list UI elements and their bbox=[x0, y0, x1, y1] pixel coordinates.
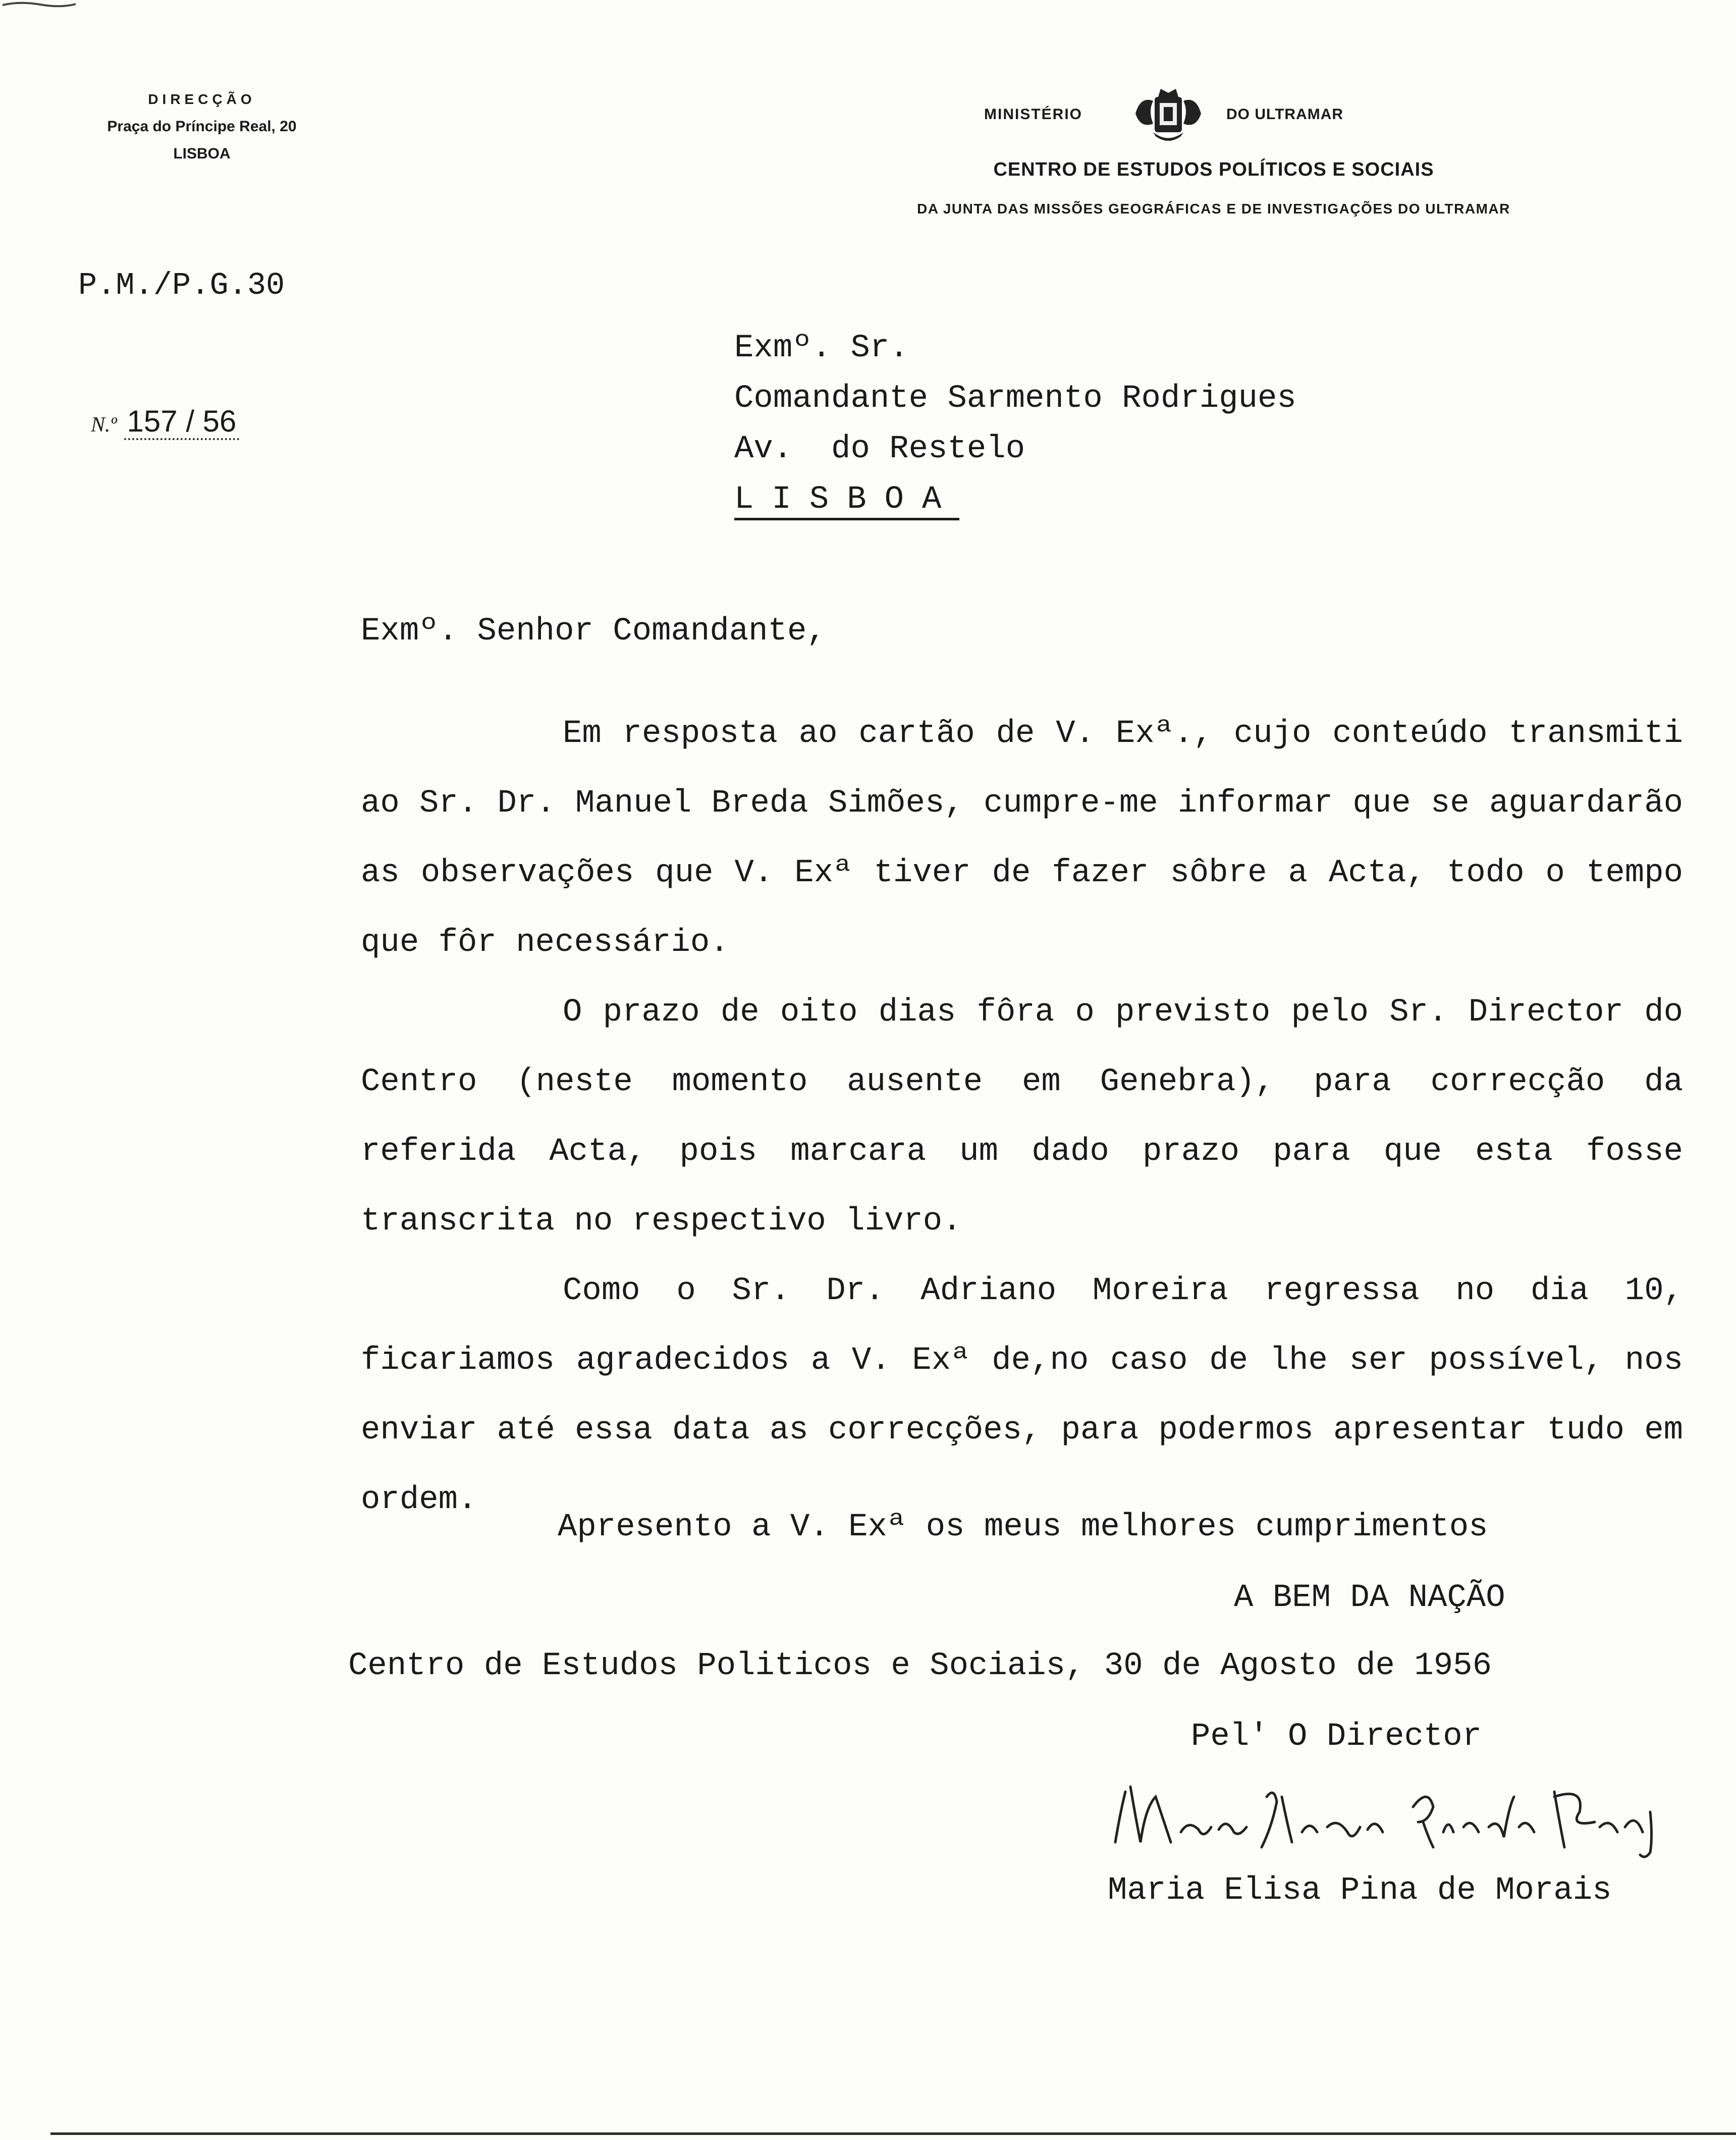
signatory-name: Maria Elisa Pina de Morais bbox=[1108, 1873, 1612, 1909]
motto: A BEM DA NAÇÃO bbox=[1234, 1580, 1505, 1616]
coat-of-arms-icon bbox=[1130, 86, 1206, 146]
addressee-line-1: Exmº. Sr. bbox=[734, 330, 909, 366]
page-edge-line bbox=[50, 2132, 1736, 2135]
ministry-label: MINISTÉRIO bbox=[984, 106, 1083, 123]
direccao-block bbox=[66, 86, 338, 168]
handwritten-signature bbox=[1100, 1767, 1686, 1867]
on-behalf-line: Pel' O Director bbox=[1191, 1719, 1482, 1755]
scan-artifact bbox=[0, 0, 81, 9]
paragraph: O prazo de oito dias fôra o previsto pelo Sr. Director do Centro (neste momento ausente em Genebra), para correcção da referida Acta, pois marcara um dado prazo para que esta fosse transcrita no respectivo livro. bbox=[361, 994, 1683, 1240]
addressee-line-2: Comandante Sarmento Rodrigues bbox=[734, 381, 1296, 417]
letter-body bbox=[361, 699, 1683, 1535]
ministry-header bbox=[959, 86, 1514, 156]
addressee-line-3: Av. do Restelo bbox=[734, 431, 1025, 467]
centre-name: CENTRO DE ESTUDOS POLÍTICOS E SOCIAIS bbox=[993, 159, 1434, 180]
direccao-city: LISBOA bbox=[173, 145, 231, 162]
junta-line: DA JUNTA DAS MISSÕES GEOGRÁFICAS E DE INVESTIGAÇÕES DO ULTRAMAR bbox=[917, 201, 1510, 217]
addressee-block bbox=[734, 323, 1296, 525]
salutation: Exmº. Senhor Comandante, bbox=[361, 613, 826, 650]
ultramar-label: DO ULTRAMAR bbox=[1226, 106, 1344, 123]
direccao-label: DIRECÇÃO bbox=[148, 91, 256, 107]
number-value: 157 / 56 bbox=[124, 404, 240, 440]
number-label: N.º bbox=[91, 413, 117, 437]
closing-line: Apresento a V. Exª os meus melhores cumprimentos bbox=[558, 1509, 1488, 1545]
direccao-address: Praça do Príncipe Real, 20 bbox=[107, 118, 297, 135]
addressee-city: LISBOA bbox=[734, 482, 959, 520]
paragraph: Como o Sr. Dr. Adriano Moreira regressa no dia 10, ficariamos agradecidos a V. Exª de,no caso de lhe ser possível, nos enviar até essa data as correcções, para podermos apresentar tudo em ordem. bbox=[361, 1273, 1683, 1518]
reference-code: P.M./P.G.30 bbox=[78, 268, 285, 303]
document-number bbox=[91, 404, 239, 439]
dateline: Centro de Estudos Politicos e Sociais, 30 de Agosto de 1956 bbox=[348, 1648, 1492, 1684]
paragraph: Em resposta ao cartão de V. Exª., cujo conteúdo transmiti ao Sr. Dr. Manuel Breda Simões, cumpre-me informar que se aguardarão as observações que V. Exª tiver de fazer sôbre a Acta, todo o tempo que fôr necessário. bbox=[361, 716, 1683, 961]
